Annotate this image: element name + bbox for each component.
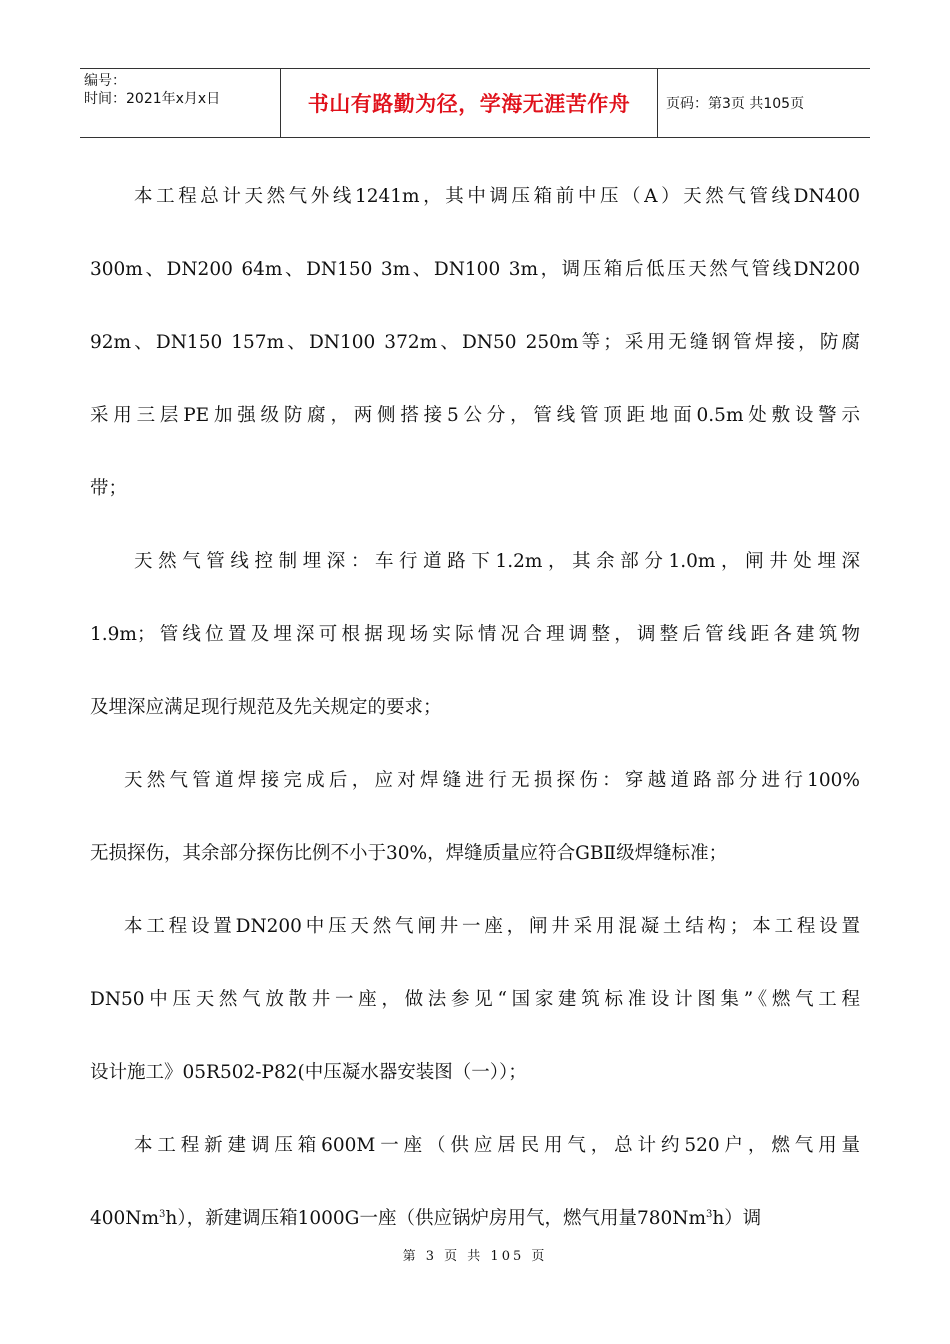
p3-line-1: 天然气管道焊接完成后，应对焊缝进行无损探伤：穿越道路部分进行100%	[124, 770, 860, 791]
p2-line-1: 天然气管线控制埋深：车行道路下1.2m，其余部分1.0m，闸井处埋深	[134, 551, 860, 572]
p4-line-2: DN50中压天然气放散井一座，做法参见“国家建筑标准设计图集”《燃气工程	[90, 989, 860, 1010]
superscript-3: 3	[159, 1208, 166, 1220]
document-body	[90, 160, 860, 1255]
p4-line-1: 本工程设置DN200中压天然气闸井一座，闸井采用混凝土结构；本工程设置	[124, 916, 860, 937]
superscript-3b: 3	[706, 1208, 713, 1220]
p2-line-3: 及埋深应满足现行规范及先关规定的要求；	[90, 697, 442, 718]
p1-line-4: 采用三层PE加强级防腐，两侧搭接5公分，管线管顶距地面0.5m处敷设警示	[90, 405, 860, 426]
p3-line-2: 无损探伤，其余部分探伤比例不小于30%，焊缝质量应符合GBⅡ级焊缝标准；	[90, 843, 728, 864]
p5-line-1: 本工程新建调压箱600M一座（供应居民用气，总计约520户，燃气用量	[134, 1135, 860, 1156]
header-motto: 书山有路勤为径，学海无涯苦作舟	[280, 69, 658, 137]
p2-line-2: 1.9m；管线位置及埋深可根据现场实际情况合理调整，调整后管线距各建筑物	[90, 624, 860, 645]
p1-line-2: 300m、DN200 64m、DN150 3m、DN100 3m，调压箱后低压天然气管线DN200	[90, 259, 860, 280]
page-footer: 第 3 页 共 105 页	[402, 1249, 548, 1264]
number-label: 编号：	[84, 73, 126, 89]
p4-line-3: 设计施工》05R502-P82(中压凝水器安装图（一））；	[90, 1062, 527, 1083]
header-page-info: 页码：第3页 共105页	[666, 96, 805, 112]
header-meta	[80, 69, 280, 137]
p5-line-2-part-b: h），新建调压箱1000G一座（供应锅炉房用气，燃气用量780Nm	[165, 1208, 706, 1229]
time-label: 时间：2021年x月x日	[84, 91, 221, 107]
document-header	[80, 68, 870, 138]
p1-line-1: 本工程总计天然气外线1241m，其中调压箱前中压（A）天然气管线DN400	[134, 186, 860, 207]
p5-line-2-part-c: h）调	[712, 1208, 762, 1229]
p1-line-3: 92m、DN150 157m、DN100 372m、DN50 250m等；采用无缝钢管焊接，防腐	[90, 332, 860, 353]
p1-line-5: 带；	[90, 478, 128, 499]
p5-line-2-part-a: 400Nm	[90, 1208, 160, 1229]
